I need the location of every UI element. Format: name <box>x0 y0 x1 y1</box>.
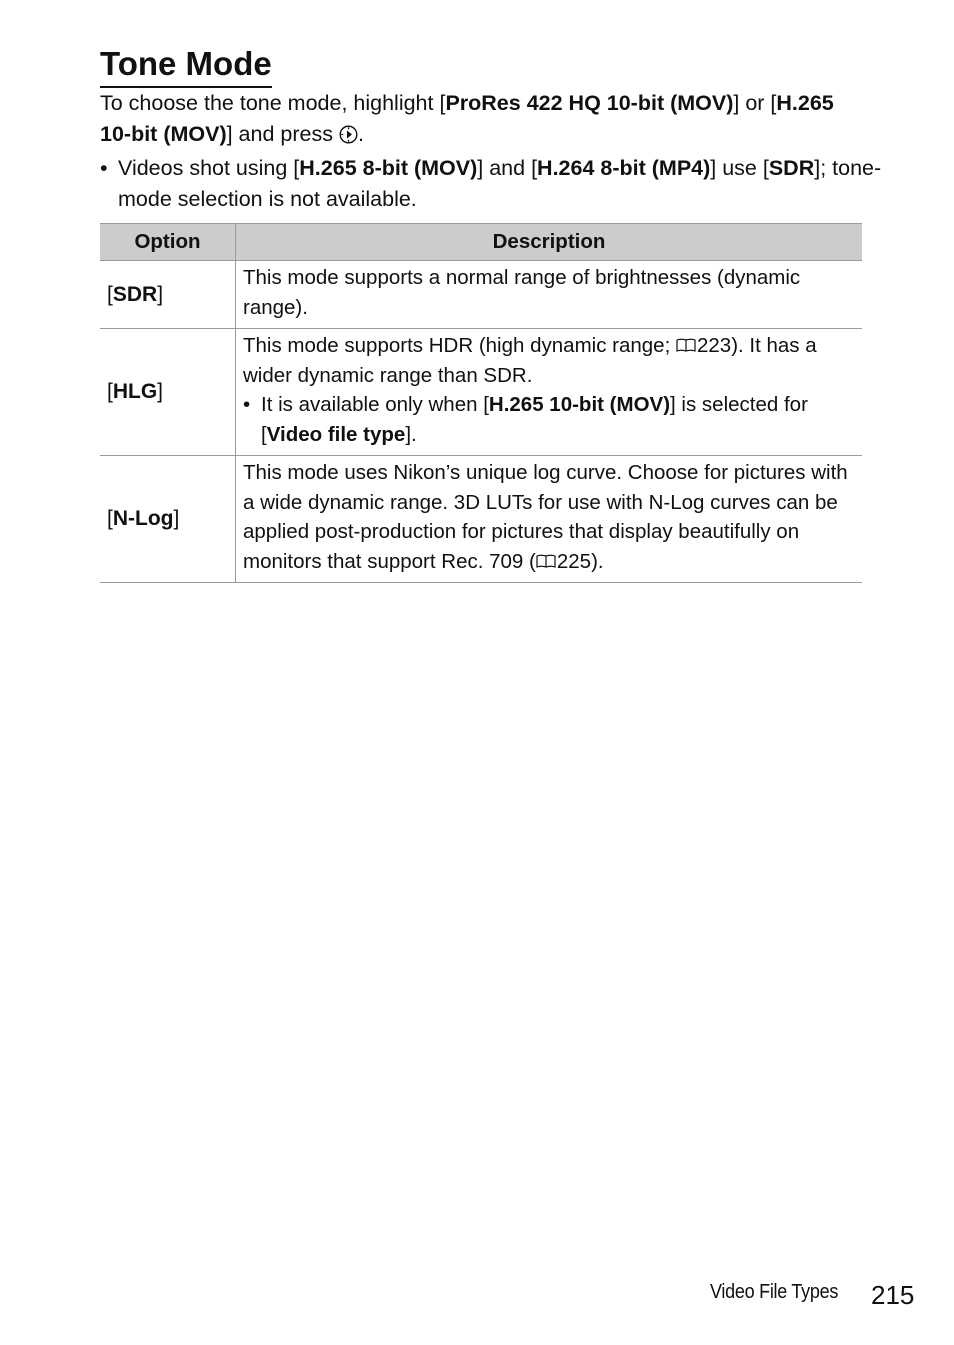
description-cell-nlog <box>236 456 863 583</box>
hlg-bullet <box>243 390 858 449</box>
table-row <box>100 329 862 456</box>
note-text-1: Videos shot using [ <box>118 156 300 180</box>
bracket-open: [ <box>107 282 113 306</box>
table-row <box>100 261 862 329</box>
option-cell-hlg <box>100 329 236 456</box>
footer-section-title: Video File Types <box>710 1281 839 1303</box>
bracket-close: ] <box>157 380 164 404</box>
bracket-close: ] <box>173 507 180 531</box>
page-number: 215 <box>871 1280 915 1310</box>
intro-text-3: ] and press <box>226 122 339 146</box>
bracket-open: [ <box>107 380 113 404</box>
nlog-text-1: This mode uses Nikon’s unique log curve. Choose for pictures with a wide dynamic range. 3D LUTs for use with N-Log curves can be applied post-production for pictures that display beautifully on monitors that support Rec. 709 ( <box>243 461 848 573</box>
intro-text-1: To choose the tone mode, highlight [ <box>100 91 446 115</box>
note-bold-1: H.265 8-bit (MOV) <box>299 156 478 180</box>
hlg-bullet-text-3: ]. <box>405 422 417 446</box>
intro-paragraph <box>100 88 870 150</box>
header-option: Option <box>100 224 236 261</box>
note-bold-3: SDR <box>768 156 815 180</box>
page-reference: 225 <box>556 549 592 573</box>
option-cell-sdr <box>100 261 236 329</box>
option-nlog: N-Log <box>112 507 174 531</box>
page-reference: 223 <box>696 334 732 357</box>
hlg-bullet-text-2: ] is selected for [ <box>261 393 808 446</box>
description-cell-sdr: This mode supports a normal range of brightnesses (dynamic range). <box>236 261 863 329</box>
page-title: Tone Mode <box>100 42 272 88</box>
header-description: Description <box>236 224 863 261</box>
nlog-text-2: ). <box>591 549 604 573</box>
hlg-bullet-bold-2: Video file type <box>266 422 406 446</box>
tone-mode-table <box>100 223 862 583</box>
intro-text-2: ] or [ <box>733 91 777 115</box>
hlg-bullet-bold-1: H.265 10-bit (MOV) <box>488 393 671 416</box>
hlg-bullet-text-1: It is available only when [ <box>261 393 489 416</box>
intro-bold-2: H.265 10-bit (MOV) <box>100 91 834 146</box>
book-icon <box>676 331 696 345</box>
note-bullet <box>100 153 888 215</box>
option-hlg: HLG <box>112 380 158 404</box>
intro-text-4: . <box>357 122 364 146</box>
hlg-text-1: This mode supports HDR (high dynamic range; <box>243 334 676 357</box>
table-header-row <box>100 224 862 261</box>
bullet-marker: • <box>100 156 108 180</box>
bullet-marker: • <box>243 393 251 416</box>
bracket-open: [ <box>107 507 113 531</box>
option-sdr: SDR <box>112 282 158 306</box>
note-text-4: ]; tone-mode selection is not available. <box>118 156 882 211</box>
bracket-close: ] <box>157 282 164 306</box>
note-text-2: ] and [ <box>477 156 538 180</box>
description-cell-hlg <box>236 329 863 456</box>
multi-selector-right-icon <box>339 122 358 141</box>
hlg-description <box>243 331 858 390</box>
note-bold-2: H.264 8-bit (MP4) <box>537 156 711 180</box>
table-row <box>100 456 862 583</box>
option-cell-nlog <box>100 456 236 583</box>
intro-bold-1: ProRes 422 HQ 10-bit (MOV) <box>445 91 734 115</box>
hlg-text-2: ). It has a wider dynamic range than SDR. <box>243 334 817 387</box>
note-text-3: ] use [ <box>710 156 769 180</box>
book-icon <box>536 547 556 561</box>
